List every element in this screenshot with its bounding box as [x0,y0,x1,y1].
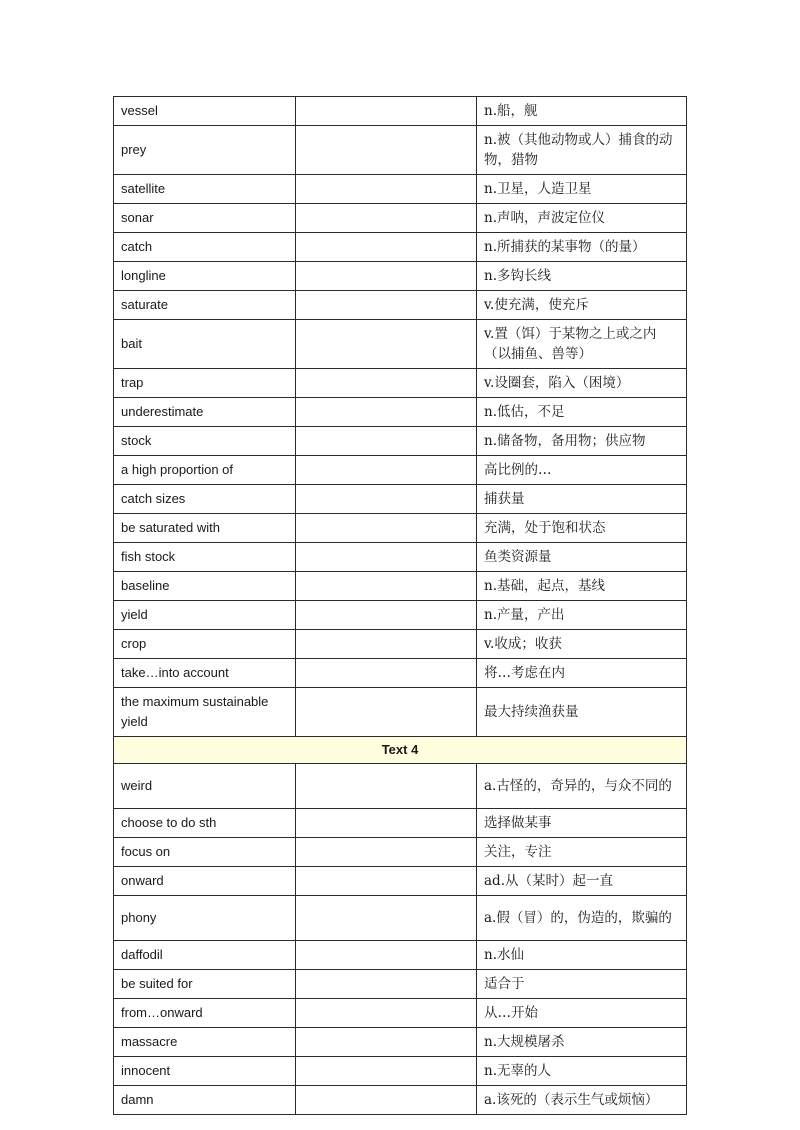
vocabulary-table-body [114,97,687,1115]
definition-cell: 选择做某事 [477,809,687,838]
blank-cell [296,320,477,369]
vocab-row [114,572,687,601]
term-cell: a high proportion of [114,456,296,485]
vocab-row [114,204,687,233]
term-cell: daffodil [114,941,296,970]
vocab-row [114,398,687,427]
definition-cell: 最大持续渔获量 [477,688,687,737]
vocab-row [114,630,687,659]
definition-cell: ad.从（某时）起一直 [477,867,687,896]
vocab-row [114,126,687,175]
definition-cell: 充满，处于饱和状态 [477,514,687,543]
definition-cell: 鱼类资源量 [477,543,687,572]
blank-cell [296,97,477,126]
blank-cell [296,970,477,999]
term-cell: baseline [114,572,296,601]
definition-cell: 高比例的… [477,456,687,485]
blank-cell [296,204,477,233]
definition-cell: n.多钩长线 [477,262,687,291]
term-cell: massacre [114,1028,296,1057]
blank-cell [296,688,477,737]
blank-cell [296,1086,477,1115]
term-cell: focus on [114,838,296,867]
term-cell: catch [114,233,296,262]
definition-cell: 关注，专注 [477,838,687,867]
term-cell: take…into account [114,659,296,688]
blank-cell [296,838,477,867]
definition-cell: n.储备物，备用物；供应物 [477,427,687,456]
section-header-row [114,737,687,764]
vocab-row [114,838,687,867]
term-cell: vessel [114,97,296,126]
vocab-row [114,543,687,572]
vocab-row [114,262,687,291]
vocab-row [114,970,687,999]
definition-cell: 从…开始 [477,999,687,1028]
definition-cell: n.被（其他动物或人）捕食的动物，猎物 [477,126,687,175]
term-cell: longline [114,262,296,291]
blank-cell [296,233,477,262]
definition-cell: 适合于 [477,970,687,999]
vocab-row [114,456,687,485]
blank-cell [296,175,477,204]
vocab-row [114,233,687,262]
vocab-row [114,659,687,688]
vocab-row [114,175,687,204]
term-cell: innocent [114,1057,296,1086]
definition-cell: n.无辜的人 [477,1057,687,1086]
definition-cell: v.置（饵）于某物之上或之内（以捕鱼、兽等） [477,320,687,369]
blank-cell [296,291,477,320]
term-cell: the maximum sustainable yield [114,688,296,737]
blank-cell [296,601,477,630]
term-cell: crop [114,630,296,659]
blank-cell [296,126,477,175]
blank-cell [296,659,477,688]
definition-cell: 将…考虑在内 [477,659,687,688]
blank-cell [296,543,477,572]
definition-cell: v.收成；收获 [477,630,687,659]
term-cell: sonar [114,204,296,233]
blank-cell [296,262,477,291]
blank-cell [296,398,477,427]
term-cell: yield [114,601,296,630]
blank-cell [296,369,477,398]
blank-cell [296,896,477,941]
blank-cell [296,1057,477,1086]
vocab-row [114,941,687,970]
definition-cell: a.假（冒）的，伪造的，欺骗的 [477,896,687,941]
definition-cell: 捕获量 [477,485,687,514]
term-cell: stock [114,427,296,456]
term-cell: underestimate [114,398,296,427]
vocab-row [114,369,687,398]
definition-cell: n.声呐，声波定位仪 [477,204,687,233]
term-cell: onward [114,867,296,896]
blank-cell [296,427,477,456]
definition-cell: n.低估，不足 [477,398,687,427]
definition-cell: n.产量，产出 [477,601,687,630]
section-title: Text 4 [114,737,687,764]
term-cell: be suited for [114,970,296,999]
vocab-row [114,1028,687,1057]
definition-cell: n.基础，起点，基线 [477,572,687,601]
definition-cell: n.水仙 [477,941,687,970]
term-cell: phony [114,896,296,941]
vocab-row [114,97,687,126]
blank-cell [296,1028,477,1057]
definition-cell: n.卫星，人造卫星 [477,175,687,204]
definition-cell: v.设圈套，陷入（困境） [477,369,687,398]
term-cell: trap [114,369,296,398]
definition-cell: a.该死的（表示生气或烦恼） [477,1086,687,1115]
vocab-row [114,291,687,320]
vocabulary-table [113,96,687,1115]
vocab-row [114,896,687,941]
blank-cell [296,941,477,970]
vocab-row [114,485,687,514]
blank-cell [296,456,477,485]
blank-cell [296,630,477,659]
vocab-row [114,1086,687,1115]
vocab-row [114,764,687,809]
term-cell: catch sizes [114,485,296,514]
term-cell: prey [114,126,296,175]
blank-cell [296,809,477,838]
vocab-row [114,514,687,543]
blank-cell [296,999,477,1028]
vocab-row [114,601,687,630]
vocab-row [114,320,687,369]
vocab-row [114,999,687,1028]
term-cell: weird [114,764,296,809]
blank-cell [296,867,477,896]
vocab-row [114,1057,687,1086]
term-cell: be saturated with [114,514,296,543]
term-cell: bait [114,320,296,369]
term-cell: fish stock [114,543,296,572]
blank-cell [296,514,477,543]
term-cell: choose to do sth [114,809,296,838]
blank-cell [296,572,477,601]
blank-cell [296,485,477,514]
vocab-row [114,688,687,737]
term-cell: from…onward [114,999,296,1028]
definition-cell: a.古怪的，奇异的，与众不同的 [477,764,687,809]
definition-cell: n.船，舰 [477,97,687,126]
vocab-row [114,867,687,896]
term-cell: damn [114,1086,296,1115]
vocab-row [114,427,687,456]
definition-cell: n.大规模屠杀 [477,1028,687,1057]
term-cell: satellite [114,175,296,204]
vocab-row [114,809,687,838]
definition-cell: n.所捕获的某事物（的量） [477,233,687,262]
blank-cell [296,764,477,809]
definition-cell: v.使充满，使充斥 [477,291,687,320]
term-cell: saturate [114,291,296,320]
